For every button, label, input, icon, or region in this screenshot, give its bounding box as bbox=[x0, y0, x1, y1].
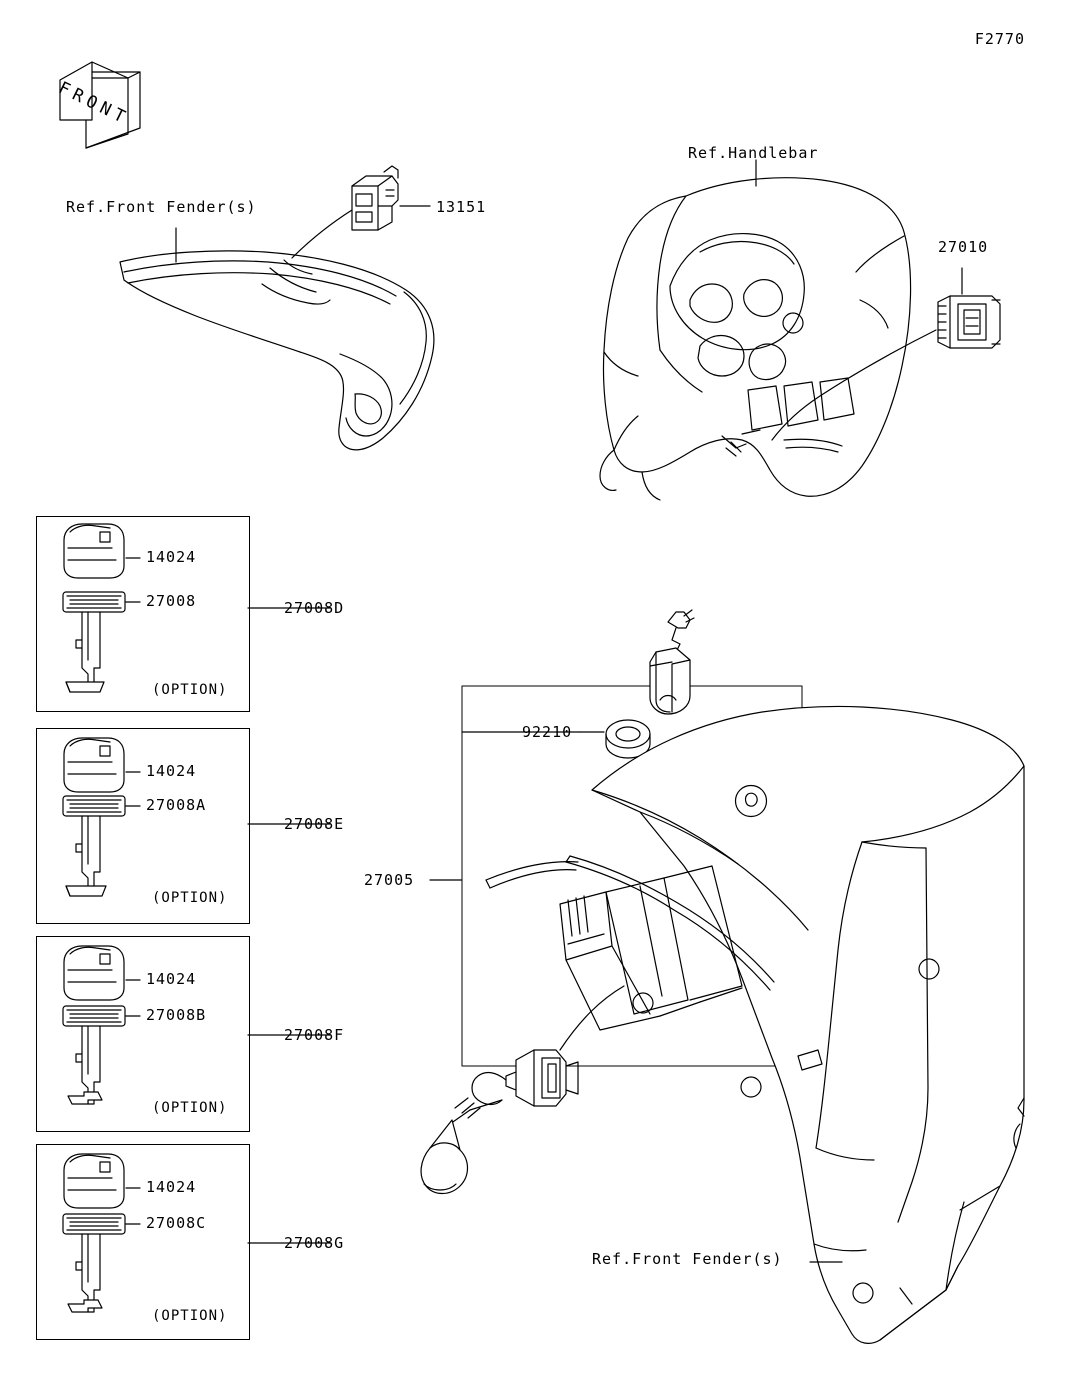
ref-front-fender-top-label: Ref.Front Fender(s) bbox=[66, 198, 257, 216]
callout-14024-1: 14024 bbox=[146, 548, 197, 566]
ref-front-fender-bottom-label: Ref.Front Fender(s) bbox=[592, 1250, 783, 1268]
callout-27008A: 27008A bbox=[146, 796, 207, 814]
front-arrow-label: FRONT bbox=[55, 78, 133, 130]
leader-lock-to-fender bbox=[560, 986, 624, 1050]
ref-handlebar-label: Ref.Handlebar bbox=[688, 144, 819, 162]
callout-27008F: 27008F bbox=[284, 1026, 345, 1044]
option-label-2: (OPTION) bbox=[152, 890, 228, 906]
callout-27005: 27005 bbox=[364, 871, 415, 889]
callout-14024-4: 14024 bbox=[146, 1178, 197, 1196]
callout-13151: 13151 bbox=[436, 198, 487, 216]
front-fender-upper-art bbox=[120, 251, 434, 450]
part-13151-art bbox=[352, 166, 398, 230]
callout-14024-2: 14024 bbox=[146, 762, 197, 780]
handlebar-art bbox=[600, 178, 911, 500]
ignition-lock-art bbox=[650, 610, 694, 714]
lock-cylinder-art bbox=[421, 1050, 578, 1194]
leader-27010-to-handlebar bbox=[772, 330, 936, 440]
callout-27008G: 27008G bbox=[284, 1234, 345, 1252]
front-fender-lower-art bbox=[486, 706, 1024, 1343]
part-27010-art bbox=[938, 296, 1000, 348]
callout-27008E: 27008E bbox=[284, 815, 345, 833]
callout-27010: 27010 bbox=[938, 238, 989, 256]
callout-92210: 92210 bbox=[522, 723, 573, 741]
part-92210-art bbox=[606, 720, 650, 758]
option-label-1: (OPTION) bbox=[152, 682, 228, 698]
option-label-4: (OPTION) bbox=[152, 1308, 228, 1324]
callout-14024-3: 14024 bbox=[146, 970, 197, 988]
diagram-id: F2770 bbox=[974, 30, 1025, 48]
callout-27008D: 27008D bbox=[284, 599, 345, 617]
callout-27008C: 27008C bbox=[146, 1214, 207, 1232]
callout-27008: 27008 bbox=[146, 592, 197, 610]
callout-27008B: 27008B bbox=[146, 1006, 207, 1024]
leader-13151-to-fender bbox=[292, 210, 352, 258]
option-label-3: (OPTION) bbox=[152, 1100, 228, 1116]
